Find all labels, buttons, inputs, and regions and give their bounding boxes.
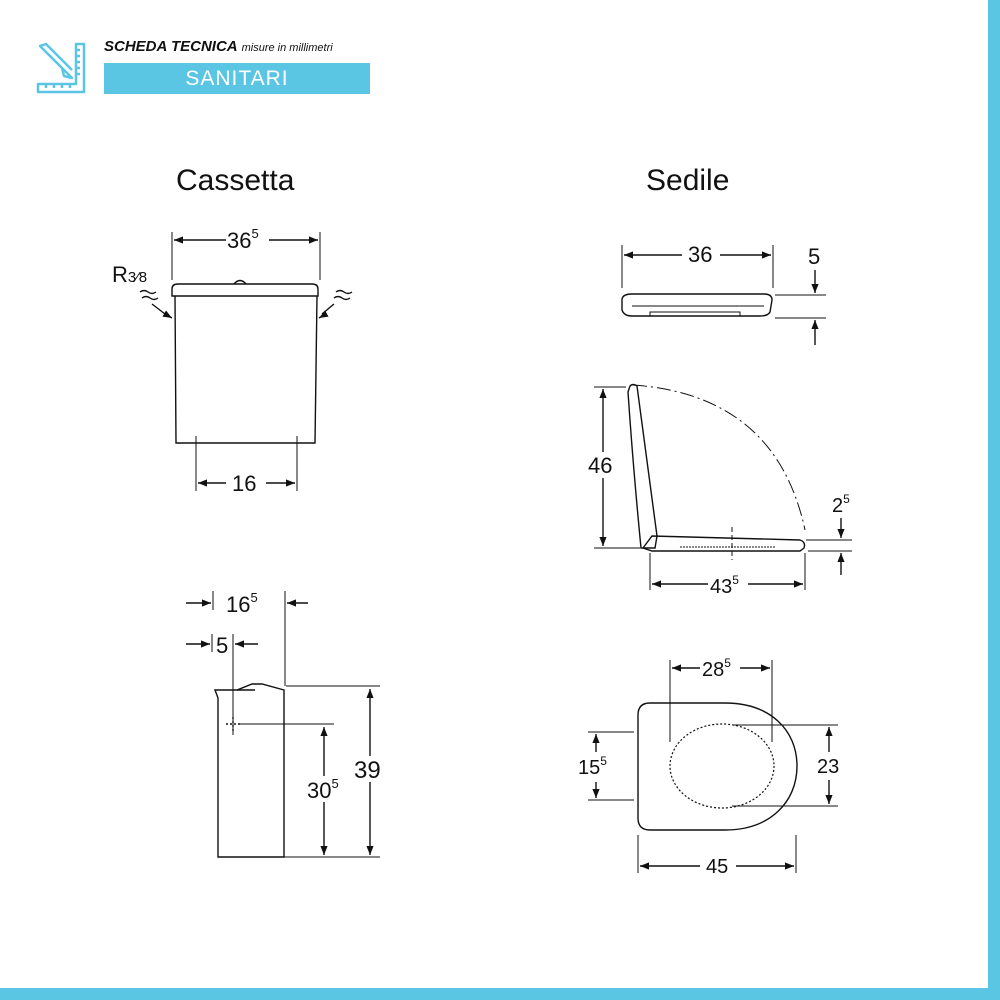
dim-connection	[112, 262, 147, 287]
dim-cassetta-bottom-spacing: 16	[232, 471, 257, 496]
dim-seat-gap	[832, 492, 850, 517]
cassetta-front-view	[140, 232, 352, 491]
dim-cassetta-depth-sup: 5	[250, 590, 258, 605]
lid-swing-arc	[633, 385, 805, 530]
dim-cassetta-depth	[226, 590, 258, 617]
dim-seat-length	[710, 573, 739, 598]
sheet-title-main: SCHEDA TECNICA	[104, 38, 238, 55]
dim-cassetta-depth-main: 16	[226, 592, 251, 617]
seat-outline-top	[638, 703, 797, 830]
sedile-open-labels	[587, 452, 850, 598]
dim-lid-height: 46	[588, 453, 613, 478]
dim-hinge-spacing-sup: 5	[724, 656, 731, 670]
dim-connection-fraction: 3⁄8	[127, 269, 148, 286]
dim-cassetta-width-main: 36	[227, 228, 252, 253]
seat-opening	[670, 724, 774, 808]
cistern-side-body	[215, 684, 284, 857]
dim-seat-gap-main: 2	[832, 495, 844, 517]
dim-seat-thickness: 5	[808, 244, 821, 269]
dim-seat-length-sup: 5	[732, 573, 739, 587]
dim-cassetta-height: 39	[354, 757, 381, 784]
dim-seat-left-height-main: 15	[578, 757, 601, 779]
sedile-title: Sedile	[646, 164, 730, 197]
dim-seat-top-length: 45	[706, 856, 729, 878]
cistern-body	[175, 296, 317, 443]
dim-seat-length-main: 43	[710, 576, 733, 598]
sedile-open-view	[594, 385, 852, 591]
dim-hinge-spacing-main: 28	[702, 659, 725, 681]
dim-inlet-height-main: 30	[307, 778, 332, 803]
cassetta-side-view	[186, 591, 380, 857]
dim-connection-main: R	[112, 262, 128, 287]
sedile-top-view	[588, 660, 838, 873]
dim-seat-gap-sup: 5	[843, 492, 850, 506]
dim-inlet-height-sup: 5	[331, 776, 339, 791]
water-inlet-left-icon	[140, 291, 165, 315]
cassetta-title: Cassetta	[176, 164, 295, 197]
category-label: SANITARI	[185, 66, 289, 90]
sedile-top-labels	[578, 656, 839, 878]
sheet-title-subtitle: misure in millimetri	[241, 42, 333, 54]
cistern-lid	[172, 284, 318, 296]
dim-seat-left-height-sup: 5	[600, 754, 607, 768]
seat-profile	[622, 294, 772, 316]
cassetta-front-labels	[112, 226, 259, 496]
sedile-side-view	[622, 245, 826, 345]
cassetta-side-labels	[216, 590, 384, 803]
dim-cassetta-width	[227, 226, 259, 253]
seat-closed	[643, 536, 805, 551]
dim-cassetta-width-sup: 5	[251, 226, 259, 241]
dim-seat-left-height	[578, 754, 607, 779]
dim-inlet-offset: 5	[216, 633, 229, 658]
seat-lid-upright	[628, 385, 657, 549]
dim-hinge-spacing	[702, 656, 731, 681]
dim-seat-width: 36	[688, 242, 713, 267]
dim-seat-right-height: 23	[817, 756, 840, 778]
water-inlet-right-icon	[322, 291, 352, 315]
